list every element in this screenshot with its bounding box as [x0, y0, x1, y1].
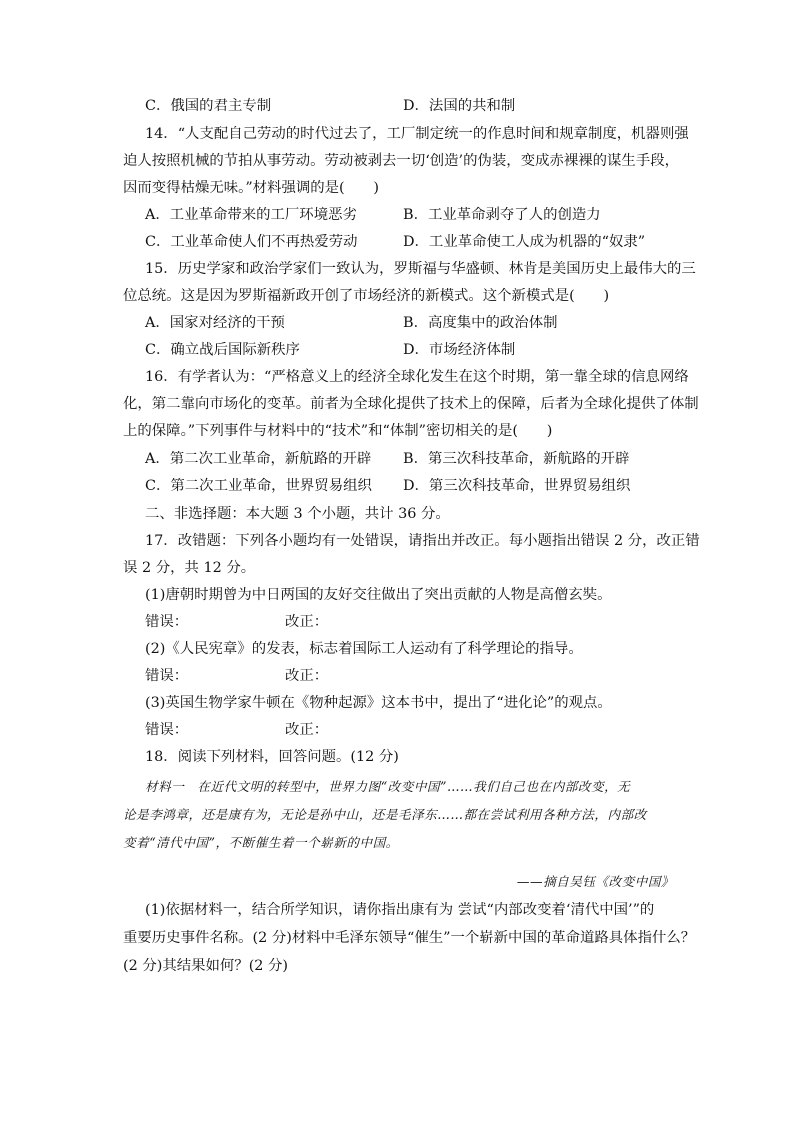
q14-option-d: D．工业革命使工人成为机器的“奴隶” — [403, 234, 646, 250]
q18-material-line1: 材料一 在近代文明的转型中，世界力图“改变中国”……我们自己也在内部改变，无 — [145, 779, 631, 794]
correct-label: 改正： — [285, 614, 329, 630]
q13-option-c: C．俄国的君主专制 — [145, 98, 272, 114]
q16-option-d: D．第三次科技革命，世界贸易组织 — [403, 478, 631, 494]
q14-option-a: A．工业革命带来的工厂环境恶劣 — [145, 207, 357, 223]
q17-sub3-text: (3)英国生物学家牛顿在《物种起源》这本书中，提出了“进化论”的观点。 — [145, 695, 612, 711]
section-heading-text: 二、非选择题：本大题 3 个小题，共计 36 分。 — [145, 506, 450, 522]
q15-stem-text: 15．历史学家和政治学家们一致认为，罗斯福与华盛顿、林肯是美国历史上最伟大的三 — [145, 261, 696, 277]
q14-stem-text: 14．“人支配自己劳动的时代过去了，工厂制定统一的作息时间和规章制度，机器则强 — [145, 126, 689, 142]
q16-stem-text: 16．有学者认为：“严格意义上的经济全球化发生在这个时期，第一靠全球的信息网络 — [145, 369, 689, 385]
q18-sub1-text: (2 分)其结果如何？(2 分) — [123, 958, 289, 974]
q16-option-c: C．第二次工业革命，世界贸易组织 — [145, 478, 372, 494]
q18-material-line2: 论是李鸿章，还是康有为，无论是孙中山，还是毛泽东……都在尝试利用各种方法，内部改 — [123, 807, 647, 822]
q16-option-a: A．第二次工业革命，新航路的开辟 — [145, 451, 372, 467]
q18-sub1-text: 重要历史事件名称。(2 分)材料中毛泽东领导“催生”一个崭新中国的革命道路具体指什么？ — [123, 930, 696, 946]
correct-label: 改正： — [285, 668, 329, 684]
error-label: 错误： — [145, 614, 189, 630]
correct-label: 改正： — [285, 722, 329, 738]
q14-option-b: B．工业革命剥夺了人的创造力 — [403, 207, 601, 223]
q18-sub1-text: (1)依据材料一，结合所学知识，请你指出康有为 尝试“内部改变着‘清代中国’”的 — [145, 902, 655, 918]
q18-material-source: ——摘自吴钰《改变中国》 — [516, 874, 674, 889]
q16-stem-text: 化，第二靠向市场化的变革。前者为全球化提供了技术上的保障，后者为全球化提供了体制 — [123, 396, 699, 412]
q15-option-a: A．国家对经济的干预 — [145, 315, 285, 331]
q15-option-d: D．市场经济体制 — [403, 342, 516, 358]
error-label: 错误： — [145, 722, 189, 738]
q14-stem-text: 因而变得枯燥无味。”材料强调的是( ) — [123, 180, 380, 196]
q18-material-line3: 变着“清代中国”，不断催生着一个崭新的中国。 — [123, 835, 399, 850]
error-label: 错误： — [145, 668, 189, 684]
q16-stem-text: 上的保障。”下列事件与材料中的“技术”和“体制”密切相关的是( ) — [123, 423, 553, 439]
q14-option-c: C．工业革命使人们不再热爱劳动 — [145, 234, 358, 250]
q17-stem-text: 误 2 分，共 12 分。 — [123, 560, 256, 576]
q15-option-c: C．确立战后国际新秩序 — [145, 342, 300, 358]
q17-sub1-text: (1)唐朝时期曾为中日两国的友好交往做出了突出贡献的人物是高僧玄奘。 — [145, 587, 612, 603]
q17-sub2-text: (2)《人民宪章》的发表，标志着国际工人运动有了科学理论的指导。 — [145, 641, 583, 657]
q16-option-b: B．第三次科技革命，新航路的开辟 — [403, 451, 630, 467]
q15-stem-text: 位总统。这是因为罗斯福新政开创了市场经济的新模式。这个新模式是( ) — [123, 288, 610, 304]
q18-stem-text: 18．阅读下列材料，回答问题。(12 分) — [145, 749, 399, 765]
q14-stem-text: 迫人按照机械的节拍从事劳动。劳动被剥去一切‘创造’的伪装，变成赤裸裸的谋生手段， — [123, 153, 679, 169]
q13-option-d: D．法国的共和制 — [403, 98, 516, 114]
q15-option-b: B．高度集中的政治体制 — [403, 315, 558, 331]
q17-stem-text: 17．改错题：下列各小题均有一处错误，请指出并改正。每小题指出错误 2 分，改正错 — [145, 533, 700, 549]
